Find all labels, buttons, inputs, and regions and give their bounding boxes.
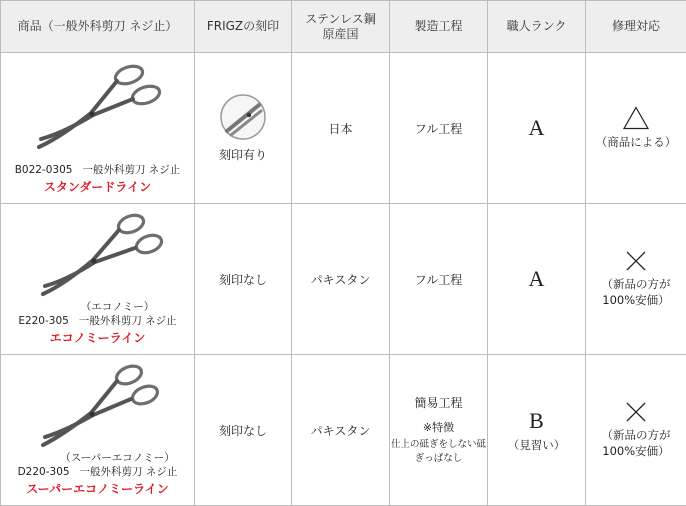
header-process: 製造工程	[390, 1, 488, 53]
rank-cell	[488, 355, 586, 506]
origin-cell: パキスタン	[292, 355, 390, 506]
product-code: E220-305	[18, 315, 69, 327]
header-product: 商品（一般外科剪刀 ネジ止）	[1, 1, 195, 53]
stamp-cell	[195, 53, 292, 204]
header-origin-line2: 原産国	[322, 26, 359, 41]
product-cell	[1, 53, 195, 204]
repair-note-line1: （新品の方が	[601, 277, 671, 291]
repair-note-line1: （新品の方が	[601, 428, 671, 442]
header-stamp: FRIGZの刻印	[195, 1, 292, 53]
table-row	[1, 53, 686, 204]
cross-icon	[625, 401, 647, 423]
process-cell: フル工程	[390, 204, 488, 355]
scissors-image	[31, 363, 166, 458]
repair-cell	[586, 355, 686, 506]
product-line-label: スーパーエコノミーライン	[26, 482, 169, 496]
process-note-heading: ※特徴	[422, 421, 455, 434]
scissors-image	[31, 61, 166, 156]
product-name: 一般外科剪刀 ネジ止	[79, 466, 178, 478]
triangle-icon	[623, 106, 649, 130]
product-code: B022-0305	[14, 164, 73, 176]
stamp-cell: 刻印なし	[195, 355, 292, 506]
product-cell	[1, 204, 195, 355]
process-label: 簡易工程	[414, 396, 463, 410]
product-name: 一般外科剪刀 ネジ止	[82, 164, 181, 176]
product-line-label: スタンダードライン	[43, 180, 152, 194]
scissors-image	[31, 212, 166, 307]
repair-note-line2: 100%安価）	[602, 444, 670, 458]
rank-cell	[488, 53, 586, 204]
rank-grade: B	[529, 407, 544, 433]
process-note-detail: 仕上の砥ぎをしない砥ぎっぱなし	[390, 439, 486, 464]
header-row	[1, 1, 686, 53]
rank-grade: A	[528, 266, 545, 291]
table-row	[1, 355, 686, 506]
header-rank: 職人ランク	[488, 1, 586, 53]
cross-icon	[625, 250, 647, 272]
origin-cell: 日本	[292, 53, 390, 204]
product-name-prefix: （エコノミー）	[80, 301, 155, 313]
repair-note-line2: 100%安価）	[602, 293, 670, 307]
product-line-label: エコノミーライン	[49, 331, 146, 345]
repair-cell	[586, 204, 686, 355]
process-cell: フル工程	[390, 53, 488, 204]
process-cell	[390, 355, 488, 506]
rank-grade: A	[528, 115, 545, 140]
header-origin-line1: ステンレス鋼	[305, 11, 376, 26]
rank-cell	[488, 204, 586, 355]
header-origin	[292, 1, 390, 53]
stamp-closeup-image	[219, 93, 267, 141]
product-name-prefix: （スーパーエコノミー）	[60, 452, 175, 464]
product-cell	[1, 355, 195, 506]
stamp-cell: 刻印なし	[195, 204, 292, 355]
product-code: D220-305	[17, 466, 70, 478]
header-repair: 修理対応	[586, 1, 686, 53]
repair-cell	[586, 53, 686, 204]
product-name: 一般外科剪刀 ネジ止	[78, 315, 177, 327]
rank-note: （見習い）	[507, 437, 566, 452]
table-row	[1, 204, 686, 355]
repair-note	[586, 276, 686, 308]
origin-cell: パキスタン	[292, 204, 390, 355]
repair-note	[586, 427, 686, 459]
repair-note: （商品による）	[595, 135, 677, 149]
stamp-status: 刻印有り	[218, 148, 267, 162]
